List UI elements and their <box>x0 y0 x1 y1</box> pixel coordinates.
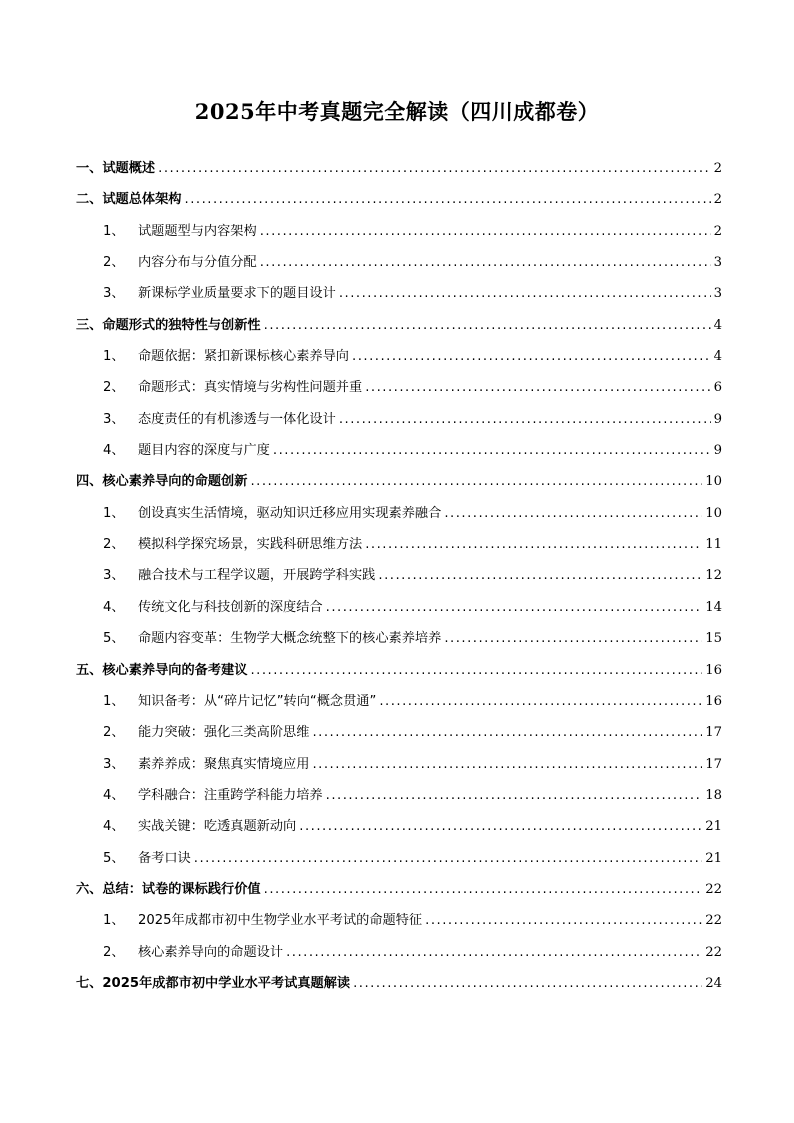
toc-dot-leader <box>326 780 703 811</box>
toc-page-number: 9 <box>713 411 722 427</box>
toc-entry-number: 1、 <box>103 913 125 929</box>
toc-page-number: 17 <box>705 756 722 772</box>
toc-subsection-entry[interactable] <box>76 686 722 717</box>
toc-entry-number: 3、 <box>103 286 125 302</box>
toc-section-entry[interactable] <box>76 968 722 999</box>
toc-subsection-entry[interactable] <box>76 905 722 936</box>
toc-entry-number: 2、 <box>103 725 125 741</box>
toc-page-number: 16 <box>705 662 722 678</box>
toc-entry-text: 内容分布与分值分配 <box>138 255 257 271</box>
toc-dot-leader <box>286 937 702 968</box>
toc-page-number: 24 <box>705 975 722 991</box>
toc-section-entry[interactable] <box>76 655 722 686</box>
toc-dot-leader <box>444 623 702 654</box>
toc-entry-text: 2025年成都市初中生物学业水平考试的命题特征 <box>138 913 423 929</box>
toc-subsection-entry[interactable] <box>76 372 722 403</box>
toc-subsection-entry[interactable] <box>76 435 722 466</box>
toc-entry-number: 5、 <box>103 850 125 866</box>
toc-dot-leader <box>194 843 702 874</box>
toc-entry-number: 2、 <box>103 537 125 553</box>
toc-entry-number: 2、 <box>103 944 125 960</box>
toc-subsection-entry[interactable] <box>76 216 722 247</box>
toc-subsection-entry[interactable] <box>76 780 722 811</box>
toc-dot-leader <box>378 560 702 591</box>
toc-entry-number: 1、 <box>103 349 125 365</box>
toc-subsection-entry[interactable] <box>76 623 722 654</box>
toc-subsection-entry[interactable] <box>76 560 722 591</box>
toc-entry-number: 3、 <box>103 568 125 584</box>
toc-section-entry[interactable] <box>76 153 722 184</box>
toc-subsection-entry[interactable] <box>76 341 722 372</box>
toc-page-number: 4 <box>713 349 722 365</box>
toc-subsection-entry[interactable] <box>76 717 722 748</box>
toc-entry-number: 5、 <box>103 631 125 647</box>
toc-dot-leader <box>185 184 711 215</box>
toc-entry-number: 1、 <box>103 223 125 239</box>
toc-page-number: 21 <box>705 850 722 866</box>
toc-entry-text: 命题内容变革：生物学大概念统整下的核心素养培养 <box>138 631 442 647</box>
toc-entry-text: 二、试题总体架构 <box>76 192 182 208</box>
toc-subsection-entry[interactable] <box>76 498 722 529</box>
toc-dot-leader <box>158 153 710 184</box>
toc-page-number: 22 <box>705 944 722 960</box>
toc-page-number: 14 <box>705 599 722 615</box>
toc-entry-number: 4、 <box>103 599 125 615</box>
toc-entry-number: 2、 <box>103 380 125 396</box>
toc-subsection-entry[interactable] <box>76 937 722 968</box>
toc-subsection-entry[interactable] <box>76 843 722 874</box>
toc-entry-text: 核心素养导向的命题设计 <box>138 944 284 960</box>
toc-subsection-entry[interactable] <box>76 811 722 842</box>
toc-page-number: 22 <box>705 881 722 897</box>
toc-entry-text: 命题形式：真实情境与劣构性问题并重 <box>138 380 363 396</box>
toc-entry-text: 态度责任的有机渗透与一体化设计 <box>138 411 336 427</box>
toc-subsection-entry[interactable] <box>76 749 722 780</box>
toc-entry-text: 试题题型与内容架构 <box>138 223 257 239</box>
toc-entry-text: 学科融合：注重跨学科能力培养 <box>138 787 323 803</box>
toc-page-number: 16 <box>705 693 722 709</box>
toc-entry-number: 4、 <box>103 787 125 803</box>
toc-entry-text: 传统文化与科技创新的深度结合 <box>138 599 323 615</box>
table-of-contents <box>76 153 722 999</box>
toc-page-number: 10 <box>705 505 722 521</box>
toc-dot-leader <box>273 435 711 466</box>
toc-dot-leader <box>250 655 702 686</box>
toc-page-number: 10 <box>705 474 722 490</box>
toc-subsection-entry[interactable] <box>76 247 722 278</box>
toc-dot-leader <box>339 404 711 435</box>
toc-section-entry[interactable] <box>76 184 722 215</box>
toc-dot-leader <box>264 310 711 341</box>
toc-page-number: 22 <box>705 913 722 929</box>
toc-entry-number: 1、 <box>103 505 125 521</box>
toc-subsection-entry[interactable] <box>76 278 722 309</box>
toc-dot-leader <box>299 811 702 842</box>
toc-page-number: 12 <box>705 568 722 584</box>
toc-page-number: 2 <box>713 223 722 239</box>
toc-page-number: 3 <box>713 286 722 302</box>
toc-entry-text: 七、2025年成都市初中学业水平考试真题解读 <box>76 975 351 991</box>
toc-entry-text: 能力突破：强化三类高阶思维 <box>138 725 310 741</box>
toc-entry-text: 题目内容的深度与广度 <box>138 443 270 459</box>
toc-entry-text: 模拟科学探究场景，实践科研思维方法 <box>138 537 363 553</box>
toc-entry-number: 1、 <box>103 693 125 709</box>
toc-subsection-entry[interactable] <box>76 529 722 560</box>
toc-entry-number: 3、 <box>103 756 125 772</box>
toc-page-number: 11 <box>705 537 722 553</box>
toc-subsection-entry[interactable] <box>76 592 722 623</box>
toc-entry-number: 4、 <box>103 443 125 459</box>
toc-dot-leader <box>312 717 702 748</box>
document-title: 2025年中考真题完全解读（四川成都卷） <box>194 99 600 124</box>
toc-section-entry[interactable] <box>76 874 722 905</box>
toc-page-number: 18 <box>705 787 722 803</box>
toc-entry-number: 3、 <box>103 411 125 427</box>
toc-dot-leader <box>365 372 710 403</box>
toc-page-number: 15 <box>705 631 722 647</box>
toc-entry-text: 实战关键：吃透真题新动向 <box>138 819 297 835</box>
toc-dot-leader <box>379 686 702 717</box>
toc-dot-leader <box>250 466 702 497</box>
toc-page-number: 4 <box>713 317 722 333</box>
toc-entry-text: 新课标学业质量要求下的题目设计 <box>138 286 336 302</box>
toc-page-number: 17 <box>705 725 722 741</box>
toc-entry-text: 素养养成：聚焦真实情境应用 <box>138 756 310 772</box>
toc-entry-text: 一、试题概述 <box>76 161 156 176</box>
toc-entry-text: 融合技术与工程学议题，开展跨学科实践 <box>138 568 376 584</box>
toc-page-number: 2 <box>713 161 722 176</box>
toc-entry-number: 2、 <box>103 255 125 271</box>
toc-section-entry[interactable] <box>76 310 722 341</box>
toc-dot-leader <box>353 968 702 999</box>
toc-dot-leader <box>425 905 702 936</box>
toc-entry-text: 四、核心素养导向的命题创新 <box>76 474 248 490</box>
toc-page-number: 2 <box>713 192 722 208</box>
toc-dot-leader <box>260 216 711 247</box>
toc-entry-text: 知识备考：从“碎片记忆”转向“概念贯通” <box>138 693 377 709</box>
toc-subsection-entry[interactable] <box>76 404 722 435</box>
toc-dot-leader <box>444 498 702 529</box>
toc-entry-text: 创设真实生活情境，驱动知识迁移应用实现素养融合 <box>138 505 442 521</box>
toc-dot-leader <box>326 592 703 623</box>
toc-entry-text: 三、命题形式的独特性与创新性 <box>76 317 261 333</box>
toc-page-number: 3 <box>713 255 722 271</box>
toc-dot-leader <box>312 749 702 780</box>
toc-entry-text: 六、总结：试卷的课标践行价值 <box>76 881 261 897</box>
toc-page-number: 6 <box>713 380 722 396</box>
toc-page-number: 9 <box>713 443 722 459</box>
toc-entry-number: 4、 <box>103 819 125 835</box>
toc-page-number: 21 <box>705 819 722 835</box>
toc-entry-text: 命题依据：紧扣新课标核心素养导向 <box>138 349 349 365</box>
toc-dot-leader <box>365 529 702 560</box>
toc-entry-text: 备考口诀 <box>138 850 191 866</box>
toc-dot-leader <box>264 874 703 905</box>
toc-dot-leader <box>339 278 711 309</box>
toc-entry-text: 五、核心素养导向的备考建议 <box>76 662 248 678</box>
toc-dot-leader <box>260 247 711 278</box>
toc-section-entry[interactable] <box>76 466 722 497</box>
toc-dot-leader <box>352 341 711 372</box>
